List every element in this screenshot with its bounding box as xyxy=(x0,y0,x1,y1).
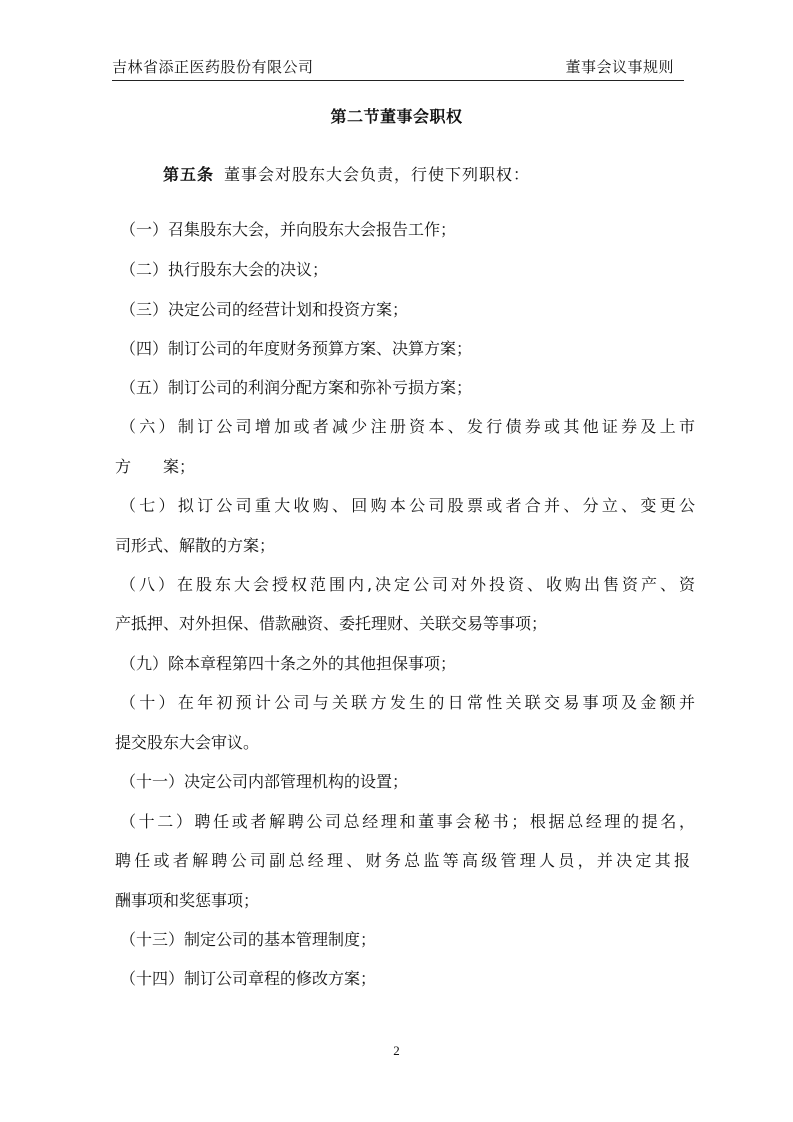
list-line: （十）在年初预计公司与关联方发生的日常性关联交易事项及金额并 xyxy=(120,693,695,712)
list-line: （四）制订公司的年度财务预算方案、决算方案； xyxy=(120,339,473,358)
list-line: 产抵押、对外担保、借款融资、委托理财、关联交易等事项； xyxy=(115,614,548,633)
page-number: 2 xyxy=(393,1043,400,1058)
list-line: （十三）制定公司的基本管理制度； xyxy=(120,930,377,949)
article-label: 第五条 xyxy=(163,165,215,184)
list-line: （十二）聘任或者解聘公司总经理和董事会秘书；根据总经理的提名， xyxy=(120,812,695,831)
list-line-wrap xyxy=(120,496,695,516)
list-line: （八）在股东大会授权范围内,决定公司对外投资、收购出售资产、资 xyxy=(120,575,695,594)
article-text: 董事会对股东大会负责，行使下列职权： xyxy=(224,165,531,184)
list-line: 提交股东大会审议。 xyxy=(115,733,260,752)
list-line: 聘任或者解聘公司副总经理、财务总监等高级管理人员，并决定其报 xyxy=(115,851,690,870)
list-line: （十四）制订公司章程的修改方案； xyxy=(120,969,377,988)
page-header xyxy=(112,56,684,80)
list-line: （十一）决定公司内部管理机构的设置； xyxy=(120,772,409,791)
list-line: （九）除本章程第四十条之外的其他担保事项； xyxy=(120,654,457,673)
header-document-title: 董事会议事规则 xyxy=(565,58,674,76)
list-line: （六）制订公司增加或者减少注册资本、发行债券或其他证券及上市 xyxy=(120,417,695,436)
article-five-intro xyxy=(163,162,530,185)
list-line: 方 案； xyxy=(115,457,196,476)
section-title: 第二节董事会职权 xyxy=(330,107,463,126)
list-line-wrap xyxy=(120,417,695,437)
list-line: 司形式、解散的方案； xyxy=(115,536,276,555)
list-line-wrap xyxy=(120,812,695,832)
header-divider xyxy=(112,80,684,81)
list-line: （七）拟订公司重大收购、回购本公司股票或者合并、分立、变更公 xyxy=(120,496,695,515)
list-line: （五）制订公司的利润分配方案和弥补亏损方案； xyxy=(120,378,473,397)
list-line-wrap xyxy=(115,851,690,871)
list-line: （一）召集股东大会，并向股东大会报告工作； xyxy=(120,220,457,239)
list-line: （三）决定公司的经营计划和投资方案； xyxy=(120,300,409,319)
list-line: 酬事项和奖惩事项； xyxy=(115,891,260,910)
header-company-name: 吉林省添正医药股份有限公司 xyxy=(112,58,314,76)
list-line-wrap xyxy=(120,693,695,713)
list-line-wrap xyxy=(120,575,695,595)
list-line: （二）执行股东大会的决议； xyxy=(120,260,329,279)
